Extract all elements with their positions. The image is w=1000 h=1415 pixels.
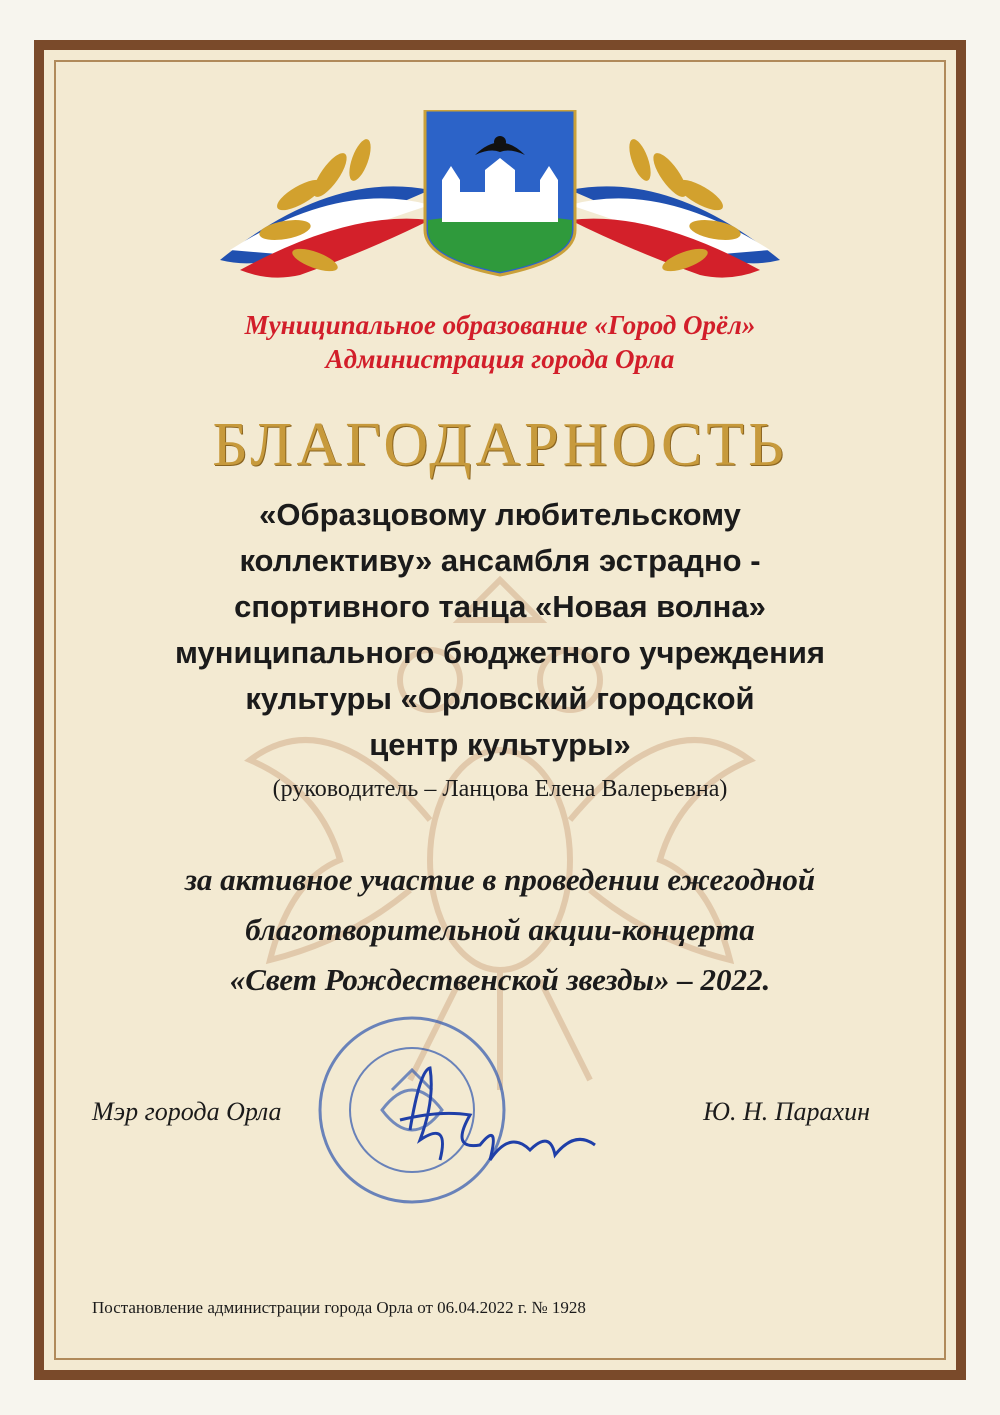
org-administration: Администрация города Орла	[325, 344, 675, 374]
signature-name: Ю. Н. Парахин	[703, 1097, 870, 1126]
recipient-line: «Образцовому любительскому	[259, 497, 741, 532]
signature-position: Мэр города Орла	[92, 1097, 282, 1126]
coat-of-arms-icon	[425, 110, 575, 275]
coat-of-arms-banner	[180, 110, 820, 310]
org-municipality: Муниципальное образование «Город Орёл»	[244, 310, 756, 340]
recipient-line: спортивного танца «Новая волна»	[234, 589, 766, 624]
reason-line: благотворительной акции-концерта	[245, 912, 755, 947]
recipient-line: коллективу» ансамбля эстрадно -	[239, 543, 761, 578]
decree-footnote: Постановление администрации города Орла от 06.04.2022 г. № 1928	[92, 1298, 586, 1317]
leader-note: (руководитель – Ланцова Елена Валерьевна)	[272, 776, 728, 802]
laurel-right-icon	[570, 137, 780, 278]
recipient-line: культуры «Орловский городской	[245, 681, 755, 716]
recipient-block	[80, 492, 920, 768]
recipient-line: муниципального бюджетного учреждения	[174, 635, 826, 670]
recipient-line: центр культуры»	[369, 727, 631, 762]
reason-line: «Свет Рождественской звезды» – 2022.	[229, 962, 771, 997]
reason-line: за активное участие в проведении ежегодной	[184, 862, 816, 897]
reason-block	[60, 855, 940, 1005]
signature-icon	[380, 1060, 620, 1190]
certificate-title: БЛАГОДАРНОСТЬ	[212, 411, 788, 479]
laurel-left-icon	[220, 137, 430, 278]
